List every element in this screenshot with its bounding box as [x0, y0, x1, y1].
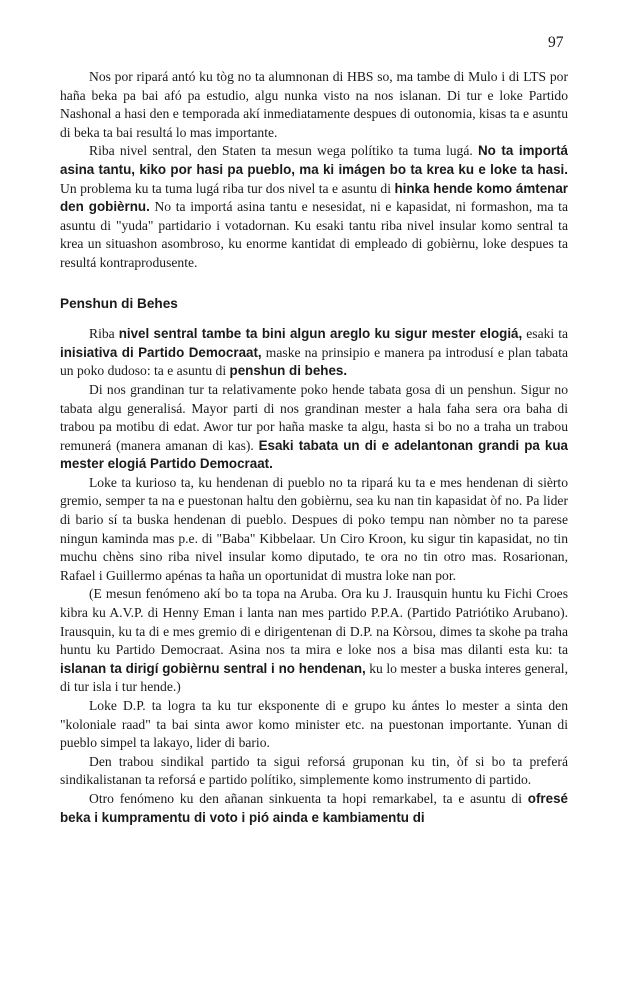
page-number: 97	[548, 34, 564, 51]
paragraph	[60, 325, 568, 381]
text-run: Den trabou sindikal partido ta sigui reforsá gruponan ku tin, òf si bo ta preferá sindikalistanan ta reforsá e partido polítiko, simplemente komo instrumento di partido.	[60, 753, 568, 788]
paragraph	[60, 381, 568, 474]
text-run: Otro fenómeno ku den añanan sinkuenta ta hopi remarkabel, ta e asuntu di	[89, 790, 528, 806]
text-run: (E mesun fenómeno akí bo ta topa na Aruba. Ora ku J. Irausquin huntu ku Fichi Croes kibra ku A.V.P. di Henny Eman i lanta nan mes partido P.P.A. (Partido Patriótiko Arubano). Irausquin, ku ta di e mes gremio di e dirigentenan di D.P. na Kòrsou, dimes ta skohe pa traha huntu ku Partido Democraat. Asina nos ta mira e loke nos a bisa mas dilanti esta ku: ta	[60, 586, 568, 658]
paragraph	[60, 697, 568, 753]
text-run: Loke ta kurioso ta, ku hendenan di pueblo no ta ripará ku ta e mes hendenan di sièrto gremio, semper ta na e puestonan haltu den gobièrnu, sea ku nan tin kapasidat òf no. Pa lider di bario sí ta buska hendenan di pueblo. Despues di poko tempu nan nòmber no ta parese ningun kaminda mas p.e. di "Baba" Kibbelaar. Un Ciro Kroon, ku sigur tin kapasidat, no tin muchu chèns sino riba nivel insular komo diputado, te ora no tin otro mas. Rosarionan, Rafael i Guillermo apénas ta haña un oportunidat di mustra loke nan por.	[60, 474, 568, 583]
bold-text-run: No ta importá asina tantu, kiko por hasi pa pueblo, ma ki imágen bo ta krea ku e loke ta hasi.	[60, 143, 568, 177]
bold-text-run: penshun di behes.	[229, 363, 348, 379]
paragraph	[60, 474, 568, 586]
paragraph	[60, 142, 568, 272]
text-run: No ta importá asina tantu e nesesidat, ni e kapasidat, ni formashon, ma ta asuntu di "yuda" partidario i votadornan. Ku esaki tantu riba nivel insular komo sentral ta krea un situashon asombroso, ku enorme kantidat di empleado di gobièrnu, loke despues ta resultá kontraprodusente.	[60, 199, 568, 270]
paragraph	[60, 585, 568, 697]
paragraph	[60, 753, 568, 790]
paragraph	[60, 790, 568, 827]
bold-text-run: nivel sentral tambe ta bini algun areglo ku sigur mester elogiá,	[118, 326, 523, 342]
text-run: Riba	[89, 326, 119, 342]
paragraph	[60, 68, 568, 142]
bold-text-run: hinka hende komo ámtenar den gobièrnu.	[60, 180, 568, 215]
text-run: ku lo mester a buska interes general, di tur isla i tur hende.)	[60, 660, 568, 695]
text-run: Loke D.P. ta logra ta ku tur eksponente di e grupo ku ántes lo mester a sinta den "koloniale raad" ta bai sinta awor komo minister etc. na puestonan importante. Yunan di pueblo simpel ta lakayo, lider di bario.	[60, 698, 568, 751]
text-run: Riba nivel sentral, den Staten ta mesun wega polítiko ta tuma lugá.	[89, 143, 479, 159]
text-run: Di nos grandinan tur ta relativamente poko hende tabata gosa di un penshun. Sigur no tabata algu generalisá. Mayor parti di nos grandinan mester a hala faha sera ora baha di trabou pa motibu di edat. Awor tur por haña maske ta algu, hasta si bo no a traha un trabou remunerá (manera amanan di kas).	[60, 381, 568, 453]
body-text	[60, 68, 568, 827]
text-run: Nos por ripará antó ku tòg no ta alumnonan di HBS so, ma tambe di Mulo i di LTS por haña beka pa bai afó pa estudio, algu nunka visto na nos islanan. Di tur e loke Partido Nashonal a hasi den e temporada akí inmediatamente despues di outonomia, kisas ta e asuntu di beka ta bai resultá lo mas importante.	[60, 69, 568, 140]
text-run: esaki ta	[522, 326, 569, 342]
bold-text-run: Esaki tabata un di e adelantonan grandi pa kua mester elogiá Partido Democraat.	[60, 437, 568, 472]
section-heading	[60, 295, 568, 314]
bold-text-run: ofresé beka i kumpramentu di voto i pió ainda e kambiamentu di	[60, 790, 568, 825]
text-run: Un problema ku ta tuma lugá riba tur dos nivel ta e asuntu di	[60, 180, 395, 196]
bold-text-run: inisiativa di Partido Democraat,	[60, 344, 262, 360]
text-run: maske na prinsipio e manera pa introdusí e plan tabata un poko dudoso: ta e asuntu di	[60, 344, 568, 379]
bold-text-run: islanan ta dirigí gobièrnu sentral i no hendenan,	[60, 660, 366, 676]
text-run: Penshun di Behes	[60, 295, 178, 311]
